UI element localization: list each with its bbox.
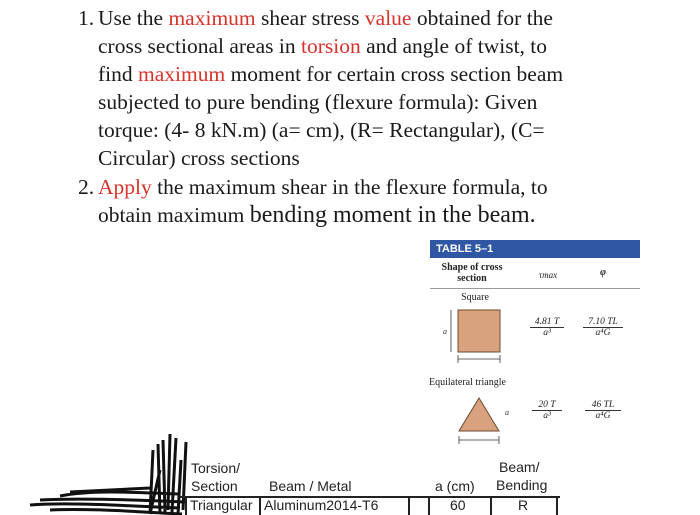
triangle-phi-num: 46 TL bbox=[585, 400, 621, 411]
col-tau-header: τmax bbox=[538, 270, 558, 280]
square-fill bbox=[458, 310, 500, 352]
question-1-line bbox=[78, 116, 678, 144]
triangle-tau-num: 20 T bbox=[532, 400, 562, 411]
square-dim-label-left: a bbox=[443, 327, 447, 336]
table-rule bbox=[430, 288, 640, 289]
scribble-path bbox=[30, 434, 186, 514]
question-text-segment: bending moment in the beam. bbox=[249, 202, 536, 228]
textbook-table-5-1 bbox=[425, 240, 645, 452]
question-text-segment: maximum bbox=[138, 62, 226, 86]
triangle-fill bbox=[459, 398, 499, 431]
redaction-scribble bbox=[0, 430, 190, 515]
question-text-segment: find bbox=[98, 62, 139, 86]
header-beam-metal: Beam / Metal bbox=[269, 478, 352, 494]
header-beam-bending-1: Beam/ bbox=[499, 459, 540, 475]
question-1-line bbox=[78, 144, 678, 172]
triangle-tau-den: a³ bbox=[543, 411, 551, 421]
triangle-tau bbox=[532, 400, 562, 421]
question-text-segment: obtained for the bbox=[411, 6, 553, 30]
question-text-segment: and angle of twist, to bbox=[360, 34, 548, 58]
question-1-line bbox=[78, 32, 678, 60]
question-1-line bbox=[78, 4, 678, 32]
header-torsion-section-1: Torsion/ bbox=[191, 460, 241, 476]
question-1 bbox=[78, 4, 678, 172]
question-2 bbox=[78, 173, 678, 229]
question-2-text bbox=[78, 173, 678, 229]
cell-section: Triangular bbox=[190, 497, 253, 513]
col-divider-3 bbox=[408, 496, 410, 515]
square-tau-den: a³ bbox=[543, 328, 551, 338]
col-divider-1 bbox=[185, 496, 187, 515]
col-shape-header: Shape of cross section bbox=[441, 262, 503, 284]
triangle-phi-den: a⁴G bbox=[595, 411, 611, 421]
square-tau-num: 4.81 T bbox=[530, 317, 564, 328]
question-text-segment: the maximum shear in the flexure formula, to bbox=[151, 175, 548, 199]
question-text-segment: torque: (4- 8 kN.m) (a= cm), (R= Rectangular), (C= bbox=[98, 118, 545, 142]
table-title: TABLE 5–1 bbox=[430, 240, 640, 258]
triangle-dim-label: a bbox=[505, 408, 509, 417]
square-phi-den: a⁴G bbox=[595, 328, 611, 338]
question-2-line bbox=[78, 173, 678, 201]
cell-metal: Aluminum2014-T6 bbox=[264, 497, 379, 513]
col-divider-6 bbox=[556, 496, 558, 515]
col-phi-header: φ bbox=[600, 267, 606, 278]
header-beam-bending-2: Bending bbox=[496, 477, 548, 493]
question-text-segment: value bbox=[364, 6, 412, 30]
square-phi-num: 7.10 TL bbox=[583, 317, 623, 328]
square-shape-diagram bbox=[443, 305, 523, 365]
triangle-phi bbox=[585, 400, 621, 421]
question-text-segment: torsion bbox=[300, 34, 361, 58]
question-text-segment: Circular) cross sections bbox=[98, 146, 300, 170]
question-text-segment: maximum bbox=[168, 6, 256, 30]
header-a-cm: a (cm) bbox=[435, 478, 475, 494]
col-divider-5 bbox=[490, 496, 492, 515]
cell-a: 60 bbox=[450, 497, 466, 513]
question-text-segment: moment for certain cross section beam bbox=[225, 62, 564, 86]
question-2-line bbox=[78, 201, 678, 229]
question-1-text bbox=[78, 4, 678, 172]
question-text-segment: Use the bbox=[98, 6, 169, 30]
col-divider-4 bbox=[428, 496, 430, 515]
square-phi bbox=[583, 317, 623, 338]
header-torsion-section-2: Section bbox=[191, 478, 238, 494]
question-text-segment: Apply bbox=[98, 175, 152, 199]
question-text-segment: shear stress bbox=[255, 6, 365, 30]
col-divider-2 bbox=[259, 496, 261, 515]
square-tau bbox=[530, 317, 564, 338]
question-number: 1. bbox=[78, 6, 95, 30]
question-number: 2. bbox=[78, 175, 95, 199]
triangle-shape-diagram bbox=[447, 393, 527, 449]
question-text-segment: subjected to pure bending (flexure formula): Given bbox=[98, 90, 538, 114]
question-1-line bbox=[78, 60, 678, 88]
cell-bending: R bbox=[518, 497, 529, 513]
shape-name-square: Square bbox=[461, 292, 489, 303]
question-1-line bbox=[78, 88, 678, 116]
question-text-segment: obtain maximum bbox=[98, 203, 250, 227]
shape-name-triangle: Equilateral triangle bbox=[429, 377, 506, 388]
question-text-segment: cross sectional areas in bbox=[98, 34, 301, 58]
